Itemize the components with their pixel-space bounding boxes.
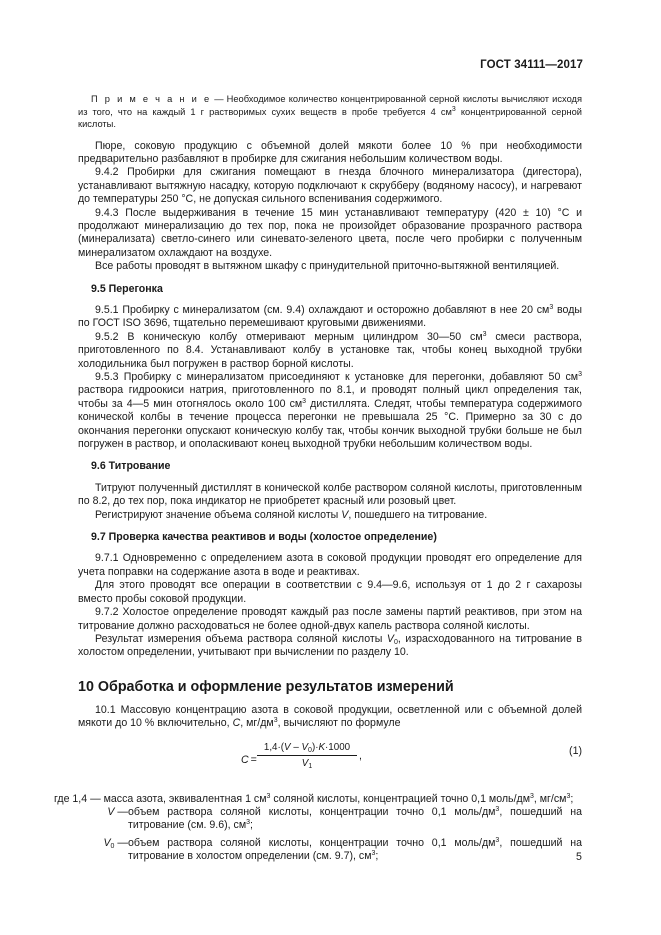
subsection-title: 9.7 Проверка качества реактивов и воды (холостое определение) xyxy=(91,531,437,544)
formula-lhs: C = xyxy=(241,753,257,766)
fraction-bar xyxy=(257,755,357,756)
formula-comma: , xyxy=(359,749,362,762)
paragraph: Все работы проводят в вытяжном шкафу с принудительной приточно-вытяжной вентиляцией. xyxy=(95,260,560,273)
formula-fraction xyxy=(257,741,357,770)
paragraph: 9.7.2 Холостое определение проводят каждый раз после замены партий реактивов, при этом на титрование должно расходоваться не более одной-двух капель раствора соляной кислоты. xyxy=(78,606,582,632)
paragraph: 9.7.1 Одновременно с определением азота в соковой продукции проводят его определение для учета поправки на содержание азота в воде и реактивах. xyxy=(78,552,582,578)
subsection-title: 9.6 Титрование xyxy=(91,460,171,473)
paragraph: 9.4.2 Пробирки для сжигания помещают в гнезда блочного минерализатора (дигестора), устанавливают вытяжную насадку, которую подключают к скрубберу (водяному насосу), и нагревают до температуры 250 °С, не допуская сильного вспенивания содержимого. xyxy=(78,166,582,206)
definition-row: $V_0$ — объем раствора соляной кислоты, концентрации точно 0,1 моль/$дм^3$, пошедший на титрование в холостом определении (см. 9.7), $см^3$; xyxy=(103,836,582,863)
paragraph: 9.4.3 После выдерживания в течение 15 мин устанавливают температуру (420 ± 10) °С и продолжают минерализацию до тех пор, пока не произойдет образование прозрачного раствора (минерализата) светло-синего или синевато-зеленого цвета, после чего пробирки с полученным минерализатом охлаждают на воздухе. xyxy=(78,206,582,259)
paragraph: Для этого проводят все операции в соответствии с 9.4—9.6, используя от 1 до 2 г сахарозы вместо пробы соковой продукции. xyxy=(78,579,582,605)
paragraph: 10.1 Массовую концентрацию азота в соковой продукции, осветленной или с объемной долей мякоти до 10 % включительно, C, $мг/дм^3$, вычисляют по формуле xyxy=(78,703,582,730)
page-content xyxy=(54,93,582,864)
paragraph: 9.5.3 Пробирку с минерализатом присоединяют к установке для перегонки, добавляют 50 $см^3$ раствора гидроокиси натрия, приготовленного по 8.1, и проводят полный цикл определения так, чтобы за 4—5 мин отогнялось около 100 $см^3$ дистиллята. Следят, чтобы температура содержимого конической колбы в течение процесса перегонки не превышала 25 °С. Примерно за 30 с до окончания перегонки опускают коническую колбу так, чтобы кончик выходной трубки больше не был погружен в раствор, и ополаскивают конец выходной трубки небольшим количеством воды. xyxy=(78,371,582,451)
section-title: 10 Обработка и оформление результатов измерений xyxy=(78,678,454,695)
formula-number: (1) xyxy=(569,744,582,757)
paragraph: Пюре, соковую продукцию с объемной долей мякоти более 10 % при необходимости предварительно разбавляют в пробирке для сжигания небольшим количеством воды. xyxy=(78,139,582,165)
doc-header-code: ГОСТ 34111—2017 xyxy=(480,59,583,71)
formula-numerator: $1,4\cdot(V - V_0)\cdot K\cdot 1000$ xyxy=(263,741,351,754)
note-label: П р и м е ч а н и е xyxy=(91,94,212,104)
formula-denominator: $V_1$ xyxy=(301,757,313,770)
formula-block xyxy=(78,741,582,779)
page-number: 5 xyxy=(576,851,582,863)
note-paragraph: П р и м е ч а н и е — Необходимое количество концентрированной серной кислоты вычисляют исходя из того, что на каждый 1 г растворимых сухих веществ в пробе требуется 4 $см^3$ концентрированной серной кислоты. xyxy=(78,94,582,129)
paragraph: Результат измерения объема раствора соляной кислоты $V_0$, израсходованного на титрование в холостом определении, учитывают при вычислении по разделу 10. xyxy=(78,632,582,659)
definition-row: V — объем раствора соляной кислоты, концентрации точно 0,1 моль/$дм^3$, пошедший на титрование (см. 9.6), $см^3$; xyxy=(107,805,582,832)
variable-definitions xyxy=(54,792,582,864)
paragraph: 9.5.1 Пробирку с минерализатом (см. 9.4) охлаждают и осторожно добавляют в нее 20 $см^3$ воды по ГОСТ ISO 3696, тщательно перемешивают круговыми движениями. xyxy=(78,303,582,330)
paragraph: 9.5.2 В коническую колбу отмеривают мерным цилиндром 30—50 $см^3$ смеси раствора, приготовленного по 8.4. Устанавливают колбу в установке так, чтобы конец выходной трубки холодильника был погружен в раствор борной кислоты. xyxy=(78,330,582,370)
paragraph: Титруют полученный дистиллят в конической колбе раствором соляной кислоты, приготовленным по 8.2, до тех пор, пока индикатор не приобретет красный или розовый цвет. xyxy=(78,481,582,508)
definition-row: где 1,4 — масса азота, эквивалентная 1 $см^3$ соляной кислоты, концентрацией точно 0,1 моль/$дм^3$, $мг/см^3$; xyxy=(54,792,574,805)
paragraph: Регистрируют значение объема соляной кислоты V, пошедшего на титрование. xyxy=(95,508,488,521)
subsection-title: 9.5 Перегонка xyxy=(91,282,163,295)
